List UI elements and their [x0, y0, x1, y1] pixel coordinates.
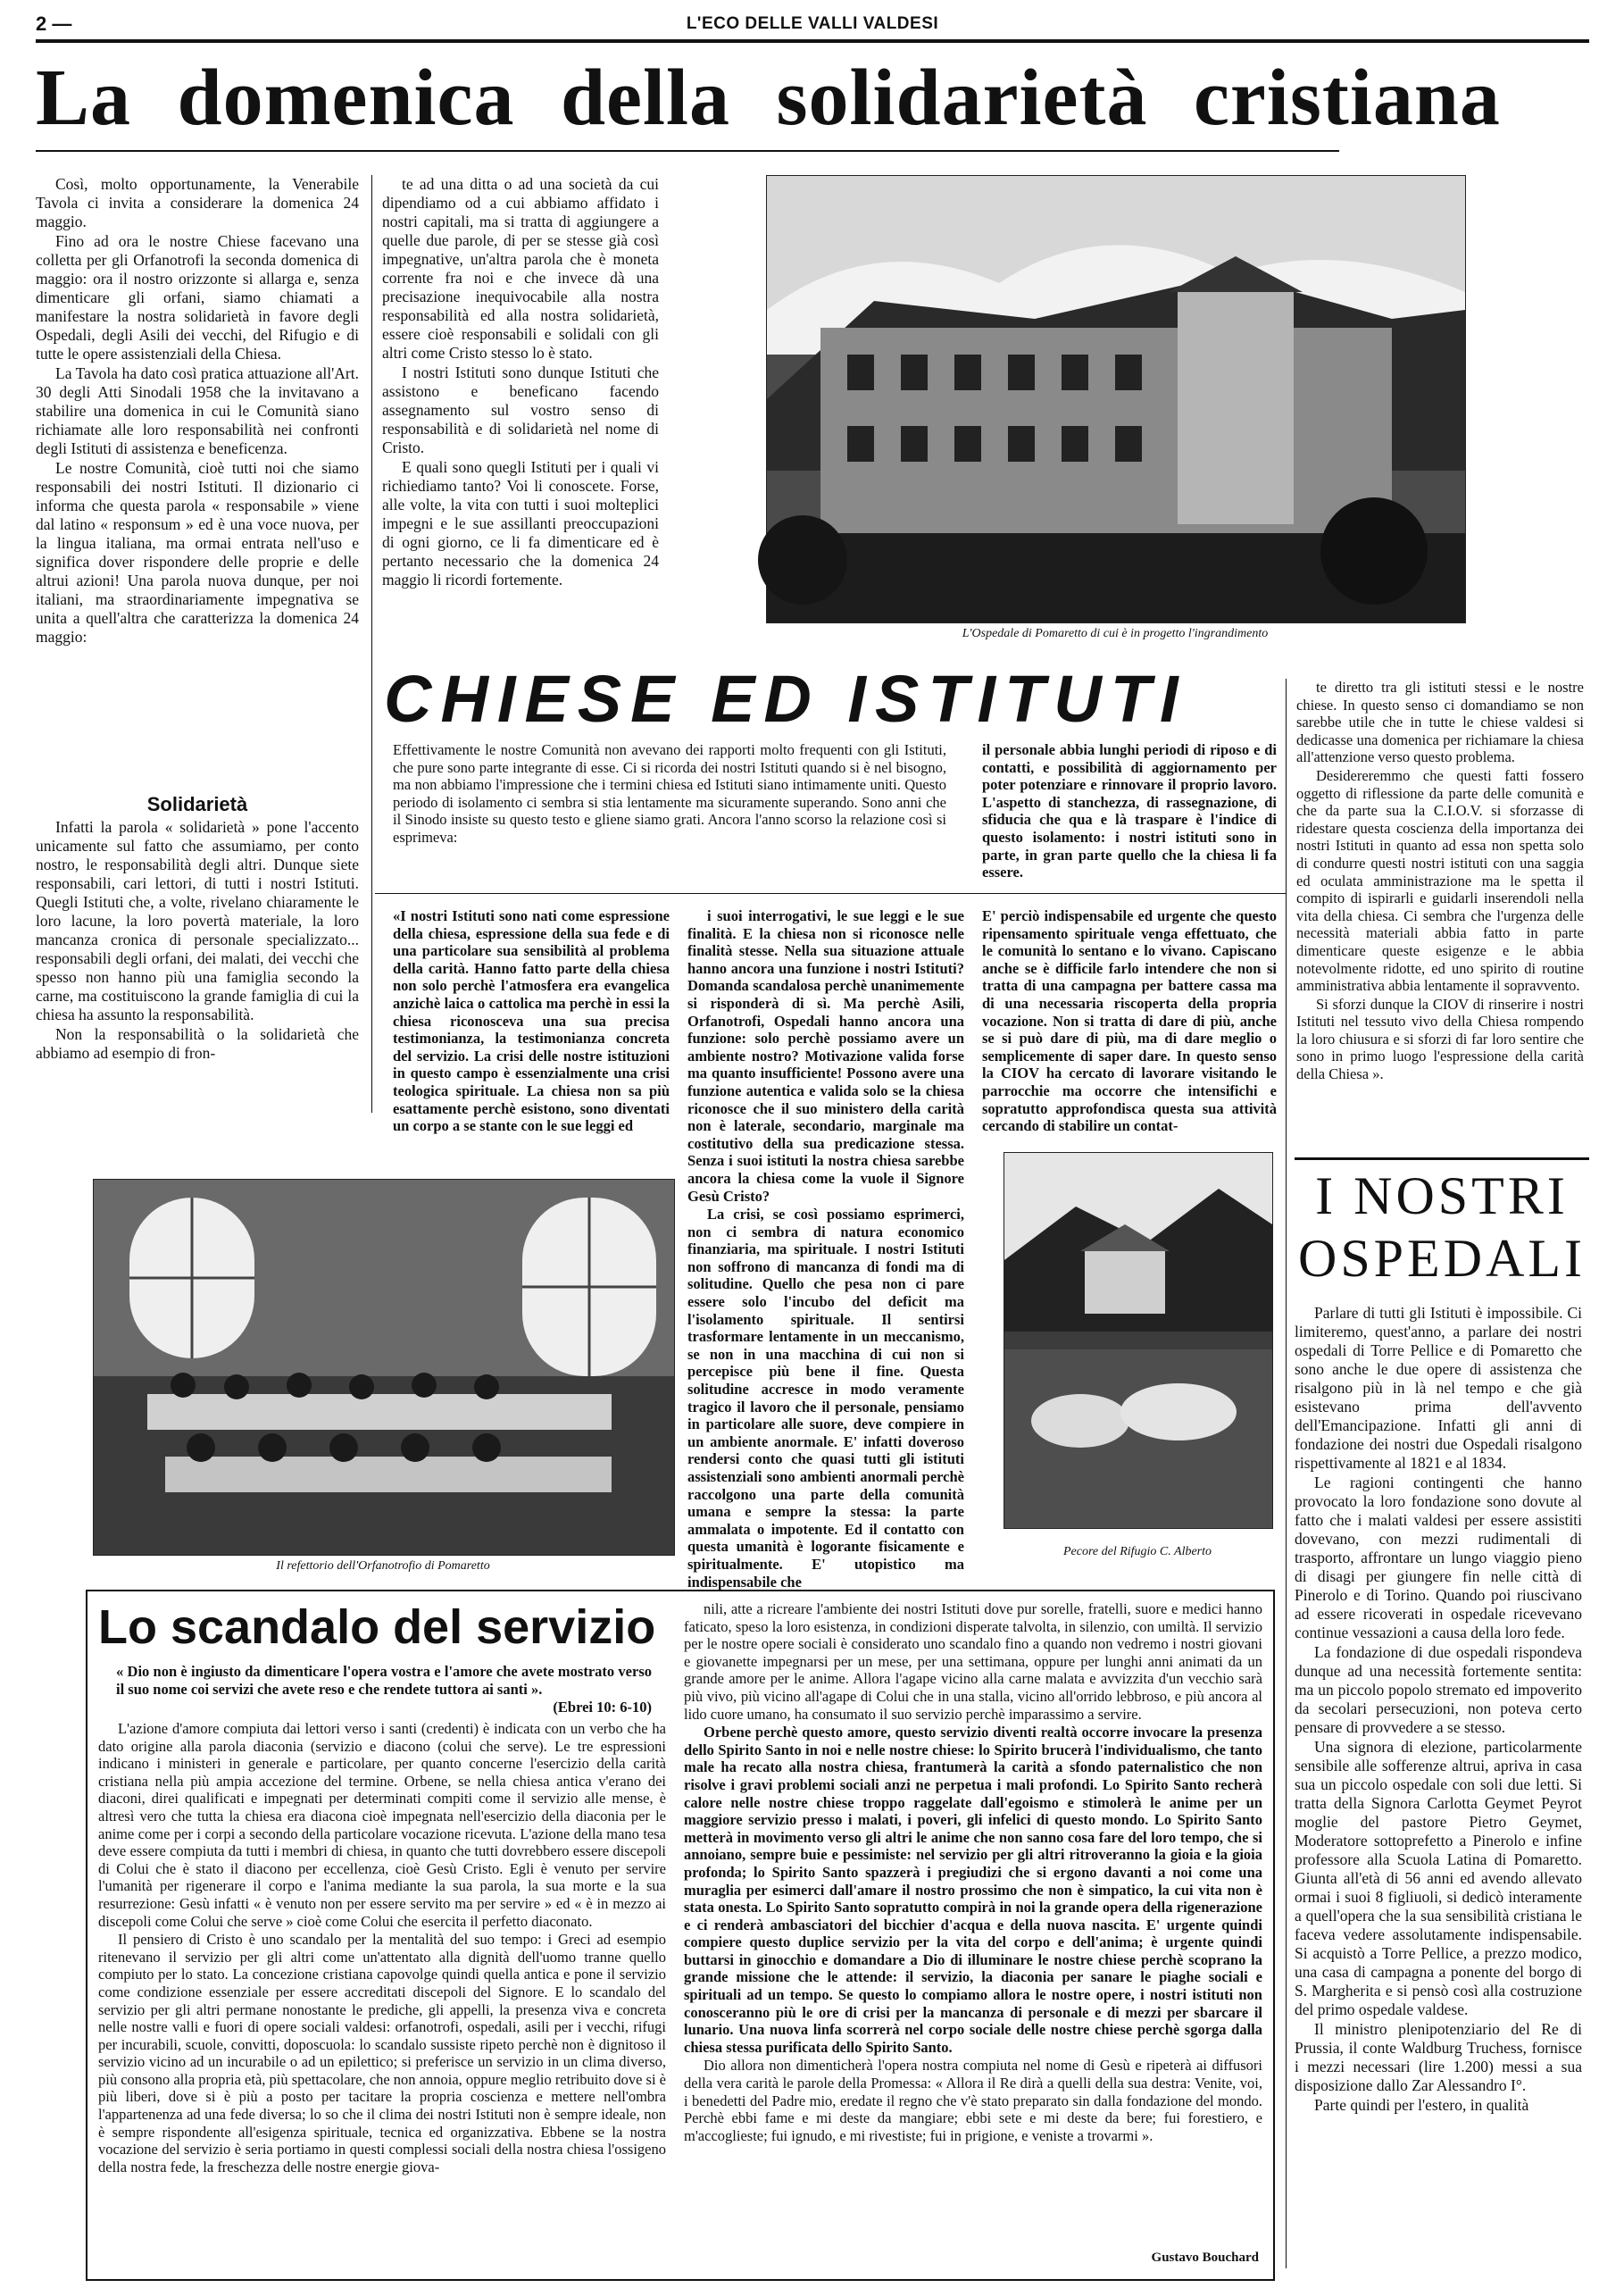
- ospedali-top-rule: [1295, 1157, 1589, 1160]
- scandalo-left-col: L'azione d'amore compiuta dai lettori verso i santi (credenti) è indicata con un verbo che ha dato origine alla parola diaconia (servizio e diacono (colui che serve). Le tre espressioni indicano i ministeri in generale e particolare, per quanto concerne l'esercizio della carità cristiana nella più ampia accezione del termine. Orbene, se nella chiesa antica v'erano dei diaconi, direi qualificati e impegnati per determinati compiti come il servizio alle mense, è altresì vero che tutta la chiesa era diacona cioè impegnata nell'esercizio della diaconia per le anime come per i corpi a secondo della particolare vocazione ricevuta. L'azione della mano tesa deve essere compiuta da tutti i membri di chiesa, in quanto che tutti dovrebbero essere discepoli di Colui che è stato il diacono per eccellenza, cioè Gesù Cristo. Egli è venuto per servire l'umanità per rigenerare il corpo e l'anima mediante la sua parola, la sua morte e la sua resurrezione: Gesù infatti « è venuto non per essere servito ma per servire » ed « è in mezzo ai discepoli come Colui che serve » cioè come Colui che esercita il perfetto diaconato. Il pensiero di Cristo è uno scandalo per la mentalità del suo tempo: i Greci ad esempio ritenevano il servizio per gli altri come un'attentato alla dignità dell'uomo tranne quello compiuto per lo stato. La concezione cristiana capovolge quindi quella antica e pone il servizio come condizione essenziale per essere accreditati discepoli del Signore. E lo scandalo del servizio per gli altri permane nonostante le prediche, gli appelli, la presenza viva e concreta nelle nostre valli e fuori di opere sociali valdesi: orfanotrofi, ospedali, asili per i vecchi, rifugi per incurabili, scuole, convitti, doposcuola: lo scandalo sussiste ripeto perchè non è dignitoso il servizio vicino ad un incurabile o ad un epilettico; si preferisce un servizio in un clima diverso, più consono alla propria età, più spettacolare, che non annoia, oppure meglio retribuito dove si è più liberi, dove si è più a posto per tacitare la propria coscienza e mettere nell'ombra l'appartenenza ad una fede diversa; lo so che il clima dei nostri Istituti non è sempre ideale, non è sempre rispondente all'esigenza spirituale, tecnica ed organizzativa. Ebbene se la nostra vocazione del servizio è seria portiamo in questi complessi sociali della nostra chiesa l'ossigeno della nostra fede, la freschezza delle nostre energie giova-: [98, 1720, 666, 2175]
- chiese-intro-rule: [375, 893, 1286, 894]
- header-rule: [36, 39, 1589, 43]
- title-rule: [36, 150, 1339, 152]
- article-intro-col1b: Infatti la parola « solidarietà » pone l'accento unicamente sul fatto che assumiamo, per conto nostro, le responsabilità degli altri. Dunque siete responsabili, cari lettori, di tutti i nostri Istituti. Quegli Istituti che, a volte, rivelano chiaramente le loro lacune, la loro povertà materiale, la loro mancanza cronica di personale specializzato... responsabili degli orfani, dei malati, dei vecchi che spesso non hanno più una famiglia secondo la carne, ma costituiscono la grande famiglia di cui la chiesa ha assunto la responsabilità. Non la responsabilità o la solidarietà che abbiamo ad esempio di fron-: [36, 818, 359, 1062]
- right-col-divider: [1286, 679, 1287, 2268]
- scandalo-epigraph-ref: (Ebrei 10: 6-10): [553, 1699, 652, 1716]
- col-divider: [371, 175, 372, 1113]
- article-intro-col1: Così, molto opportunamente, la Venerabile Tavola ci invita a considerare la domenica 24 maggio. Fino ad ora le nostre Chiese facevano una colletta per gli Orfanotrofi la seconda domenica di maggio: ora il nostro orizzonte si allarga e, senza dimenticare gli orfani, siamo chiamati a manifestare la nostra solidarietà in favore degli Ospedali, degli Asili dei vecchi, del Rifugio e di tutte le opere assistenziali della Chiesa. La Tavola ha dato così pratica attuazione all'Art. 30 degli Atti Sinodali 1958 che la invitavano a stabilire una domenica in cui le Comunità siano richiamate alle loro responsabilità nei confronti degli Istituti di assistenza e beneficenza. Le nostre Comunità, cioè tutti noi che siamo responsabili dei nostri Istituti. Il dizionario ci informa che questa parola « responsabile » viene dal latino « responsum » ed è una voce nuova, per la lingua italiana, ma ormai entrata nell'uso e significa dover rispondere delle proprie e delle altrui azioni! Una parola nuova dunque, per noi italiani, ma straordinariamente impegnativa se unita a quell'altra che caratterizza la domenica 24 maggio:: [36, 175, 359, 646]
- main-title: La domenica della solidarietà cristiana: [36, 54, 1501, 142]
- chiese-intro-left: Effettivamente le nostre Comunità non avevano dei rapporti molto frequenti con gli Istituti, che pure sono parte integrante di esse. Ci si ricorda dei nostri Istituti quando si è nel bisogno, ma non abbiamo l'impressione che i termini chiesa ed Istituti siano intimamente uniti. Questo periodo di isolamento ci sembra si stia lentamente ma sicuramente superando. Sono anni che il Sinodo insiste su questo testo e gliene siamo grati. Ancora l'anno scorso la relazione così si esprimeva:: [393, 741, 946, 846]
- masthead: L'ECO DELLE VALLI VALDESI: [686, 14, 939, 33]
- page-number: 2 —: [36, 13, 72, 35]
- hospital-photo: [766, 175, 1466, 623]
- ospedali-title-line1: I NOSTRI: [1315, 1166, 1569, 1225]
- refectory-photo: [93, 1179, 675, 1556]
- sheep-photo: [1004, 1152, 1273, 1529]
- refectory-caption: Il refettorio dell'Orfanotrofio di Pomaretto: [276, 1559, 490, 1573]
- hospital-caption: L'Ospedale di Pomaretto di cui è in progetto l'ingrandimento: [962, 627, 1269, 640]
- chiese-quote-col2: i suoi interrogativi, le sue leggi e le sue finalità. E la chiesa non si riconosce nelle finalità stesse. Nella sua situazione attuale hanno ancora una funzione i nostri Istituti? Domanda scandalosa perchè unanimemente si risponderà di sì. Ma perchè Asili, Orfanotrofi, Ospedali hanno ancora una funzione: solo perchè possiamo avere un ambiente nostro? Motivazione valida forse ma quanto insufficiente! Possono avere una funzione autentica e valida solo se la chiesa riconosce che il suo ministero della carità non è laterale, secondario, marginale ma costitutivo della sua predicazione stessa. Senza i suoi istituti la nostra chiesa sarebbe ancora la chiesa come la vuole il Signore Gesù Cristo? La crisi, se così possiamo esprimerci, non ci sembra di natura economico finanziaria, ma spirituale. I nostri Istituti non soffrono di mancanza di fondi ma di solitudine. Quello che pesa non ci pare essere solo l'incubo del deficit ma l'isolamento spirituale. Il sentirsi trasformare lentamente in un meccanismo, se non in una macchina di cui non si percepisce più bene il fine. Questa solitudine accresce in modo veramente tragico il lavoro che il personale, pensiamo in particolare alle suore, deve compiere in un ambiente anormale. E' infatti doveroso rendersi conto che quasi tutti gli istituti assistenziali sono ambienti anormali perchè raccolgono una parte della comunità umana e sempre la stessa: la parte ammalata o impotente. Ed il contatto con questa umanità è logorante fisicamente e spiritualmente. E' utopistico ma indispensabile che: [687, 907, 964, 1591]
- ospedali-body: Parlare di tutti gli Istituti è impossibile. Ci limiteremo, quest'anno, a parlare dei nostri ospedali di Torre Pellice e di Pomaretto che sono anche le due opere di assistenza che risalgono più in là nel tempo e che già esistevano prima dell'avvento dell'Emancipazione. Infatti gli anni di fondazione dei nostri due Ospedali risalgono rispettivamente al 1821 e al 1834. Le ragioni contingenti che hanno provocato la loro fondazione sono dovute al fatto che i malati valdesi per essere assistiti dovevano, con mezzi rudimentali di trasporto, affrontare un lungo viaggio pieno di disagi per giungere fin nelle città di Pinerolo e di Torino. Quando poi riuscivano ad essere ricoverati in ospedale ricevevano continue vessazioni a causa della loro fede. La fondazione di due ospedali rispondeva dunque ad una necessità fortemente sentita: ma un piccolo popolo stremato ed impoverito da secolari persecuzioni, non poteva certo pensare di provvedere a se stesso. Una signora di elezione, particolarmente sensibile alle sofferenze altrui, apriva in casa sua un piccolo ospedale con soli due letti. Si tratta della Signora Carlotta Geymet Peyrot moglie del pastore Pietro Geymet, Moderatore sottoprefetto a Pinerolo e infine professore alla Scuola Latina di Pomaretto. Giunta all'età di 56 anni ed avendo allevato ormai i suoi 8 figliuoli, si dedicò interamente a quell'opera che la sua sensibilità cristiana le faceva vedere assolutamente indispensabile. Si acquistò a Torre Pellice, a prezzo modico, una casa di campagna a ponente del borgo di S. Margherita e si pensò così alla costruzione del primo ospedale valdese. Il ministro plenipotenziario del Re di Prussia, il conte Waldburg Truchess, fornisce i mezzi necessari (lire 1.200) messi a sua disposizione dallo Zar Alessandro I°. Parte quindi per l'estero, in qualità: [1295, 1304, 1582, 2114]
- scandalo-right-col: nili, atte a ricreare l'ambiente dei nostri Istituti dove pur sorelle, fratelli, suore e medici hanno faticato, speso la loro esistenza, in condizioni disperate talvolta, in silenzio, con umiltà. Il servizio per le nostre opere sociali è considerato uno scandalo fino a quando non vedremo i nostri giovani e giovanette impegnarsi per un mese, per una settimana, oppure per lunghi anni animati da un grande amore per le anime. Allora l'agape vicino alla carne malata e avvizzita d'un vecchio sarà più vivo, più vicino all'agape di Colui che in una stalla, vicino all'orrido lebbroso, e più ancora al lido cuore umano, ha consumato il suo servizio perchè imparassimo a servire. Orbene perchè questo amore, questo servizio diventi realtà occorre invocare la presenza dello Spirito Santo in noi e nelle nostre chiese: lo Spirito brucerà l'individualismo, che tanto male ha recato alla nostra chiesa, frantumerà la carità a sfondo paternalistico che non risolve i gravi problemi sociali anzi ne perpetua i mali profondi. Lo Spirito Santo recherà calore nelle nostre chiese troppo raggelate dall'egoismo e stimolerà le anime per un maggiore servizio presso i malati, i poveri, gli infelici di questo mondo. Lo Spirito Santo metterà in movimento verso gli altri le anime che non sanno cosa fare del loro tempo, che si annoiano, sempre buie e pessimiste: nel servizio per gli altri ritroveranno la gioia e la gioia profonda; lo Spirito Santo spazzerà i pregiudizi che si ergono davanti a noi come una muraglia per esimerci dall'amare il nostro prossimo che non è simpatico, la cui vita non è stata onesta. Lo Spirito Santo sopratutto compirà in noi la grande opera della rigenerazione e ci renderà ambasciatori del bicchier d'acqua e della nuova nascita. E' urgente quindi compiere questo duplice servizio per la vita del corpo e dell'anima; è urgente quindi buttarsi in ginocchio e domandare a Dio di illuminare le nostre chiese perchè scoprano la grande missione che le attende: il servizio, la diaconia per sanare le piaghe sociali e spirituali ad un tempo. Se questo lo compiamo allora le nostre opere, i nostri istituti non conosceranno più le ore di crisi per la mancanza di personale e di mezzi per sbarcare il lunario. Una nuova linfa scorrerà nel corpo sociale delle nostre chiese perchè sgorga dalla chiesa stessa purificata dello Spirito Santo. Dio allora non dimenticherà l'opera nostra compiuta nel nome di Gesù e ripeterà ai diffusori della vera carità le parole della Promessa: « Allora il Re dirà a quelli della sua destra: Venite, voi, i benedetti del Padre mio, eredate il regno che v'è stato preparato sin dalla fondazione del mondo. Perchè ebbi fame e mi deste da mangiare; ebbi sete e mi deste da bere; fui forestiero, e m'accoglieste; fui ignudo, e mi rivestiste; fui in prigione, e veniste a trovarmi ».: [684, 1600, 1262, 2144]
- chiese-right-col: te diretto tra gli istituti stessi e le nostre chiese. In questo senso ci domandiamo se non sarebbe utile che in tutte le chiese valdesi si dedicasse una domenica per richiamare la chiesa all'attenzione verso questo problema. Desidereremmo che questi fatti fossero oggetto di riflessione da parte delle comunità e che da parte sua la C.I.O.V. si sforzasse di ridestare questa coscienza della importanza dei nostri Istituti in quanto ad essa non spetta solo di condurre questi nostri istituti con una saggia ed oculata amministrazione ma le spetta il compito di ispirarli e guidarli inserendoli nella vita della chiesa. Ci sembra che l'urgenza delle necessità materiali abbia fatto in parte dimenticare queste esigenze e le abbia notevolmente ridotte, ed uno spirito di routine amministrativa abbia lentamente il sopravvento. Si sforzi dunque la CIOV di rinserire i nostri Istituti nel tessuto vivo della Chiesa rompendo la loro chiusura e si sforzi di far loro sentire che sono in primo luogo l'espressione della carità della Chiesa ».: [1296, 679, 1584, 1083]
- scandalo-signature: Gustavo Bouchard: [1151, 2250, 1259, 2265]
- chiese-quote-col3: E' perciò indispensabile ed urgente che questo ripensamento spirituale venga effettuato, che le comunità lo sentano e lo vivano. Capiscano anche se è difficile farlo intendere che non si tratta di una campagna per battere cassa ma di una necessaria riscoperta della propria vocazione. Non si tratta di dare di più, anche se si può dare di più, ma di dare meglio o semplicemente di saper dare. In questo senso la CIOV ha cercato di lavorare visitando le parrocchie ma occorre che intensifichi e sopratutto approfondisca questa sua attività cercando di stabilire un contat-: [982, 907, 1277, 1135]
- chiese-intro-right: il personale abbia lunghi periodi di riposo e di contatti, e possibilità di aggiornamento per poter potenziare e rinnovare il proprio lavoro. L'aspetto di stanchezza, di rassegnazione, di sfiducia che qua e là traspare è l'indice di questo isolamento: i nostri istituti sono in parte, in gran parte quello che la chiesa li fa essere.: [982, 741, 1277, 881]
- chiese-quote-col1: «I nostri Istituti sono nati come espressione della chiesa, espressione della sua fede e di una particolare sua sensibilità al problema della carità. Hanno fatto parte della chiesa non solo perchè l'atmosfera era evangelica anzichè laica o cattolica ma perchè in essi la chiesa riconosceva una sua precisa testimonianza, la testimonianza concreta del servizio. La crisi delle nostre istituzioni in questo campo è essenzialmente una crisi teologica spirituale. La chiesa non sa più esattamente perchè esistono, sono diventati un corpo a se stante con le sue leggi ed: [393, 907, 670, 1135]
- article-intro-col2: te ad una ditta o ad una società da cui dipendiamo od a cui abbiamo affidato i nostri capitali, ma si tratta di aggiungere a quelle due parole, di per se stesse già così impegnative, un'altra parola che è moneta corrente fra noi e che invece dà una precisazione inequivocabile alla nostra responsabilità ed alla nostra solidarietà, essere cioè responsabili e solidali con gli altri come Cristo stesso lo è stato. I nostri Istituti sono dunque Istituti che assistono e beneficano facendo assegnamento sul vostro senso di responsabilità e di solidarietà nel nome di Cristo. E quali sono quegli Istituti per i quali vi richiediamo tanto? Voi li conoscete. Forse, alle volte, la vita con tutti i suoi molteplici impegni e le sue assillanti preoccupazioni di ogni giorno, ce li fa dimenticare ed è pertanto necessario che la domenica 24 maggio li ricordi fortemente.: [382, 175, 659, 589]
- subhead-solidarieta: Solidarietà: [146, 793, 248, 815]
- scandalo-epigraph: « Dio non è ingiusto da dimenticare l'opera vostra e l'amore che avete mostrato verso il suo nome coi servizi che avete reso e che rendete tuttora ai santi ».: [116, 1663, 652, 1698]
- chiese-title: CHIESE ED ISTITUTI: [384, 662, 1187, 736]
- scandalo-title: Lo scandalo del servizio: [98, 1600, 656, 1654]
- ospedali-title-line2: OSPEDALI: [1297, 1229, 1586, 1288]
- sheep-caption: Pecore del Rifugio C. Alberto: [1062, 1545, 1212, 1558]
